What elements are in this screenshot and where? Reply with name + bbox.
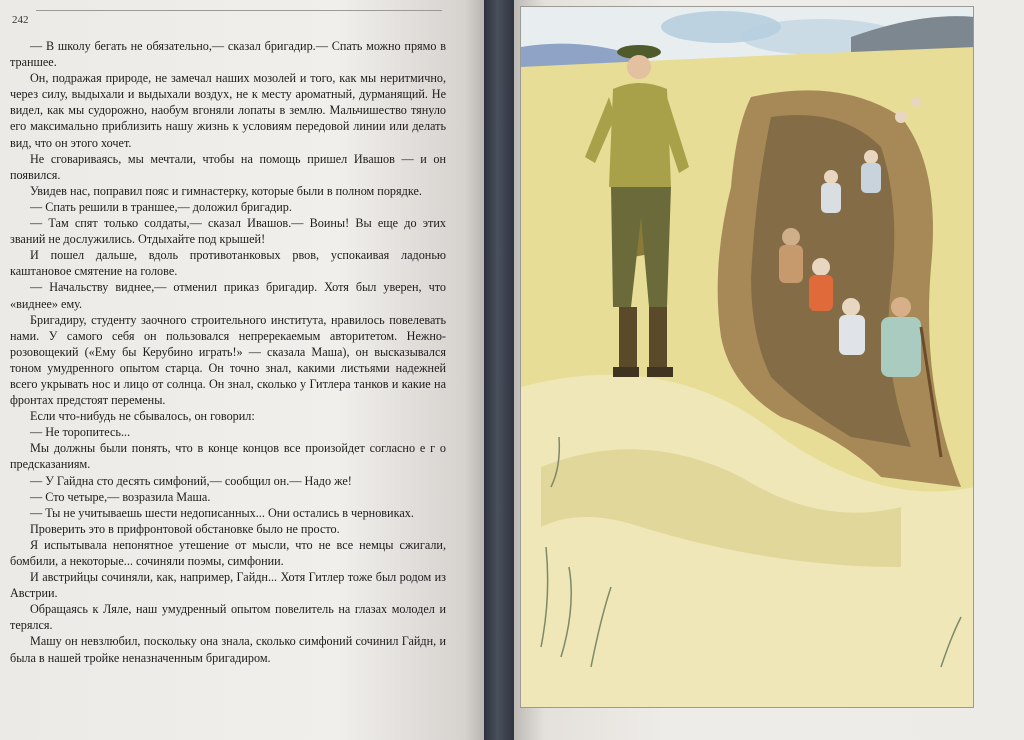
illustration-artwork <box>521 7 974 708</box>
paragraph: — Ты не учитываешь шести недописанных... Они остались в черновиках. <box>30 505 414 520</box>
paragraph: Он, подражая природе, не замечал наших мозолей и того, как мы неритмично, через силу, выдыхали и выдыхали воздух, не к месту ароматный, дурманящий. Не видел, как мы судорожно, наобум вгоняли лопаты в землю. Мальчишество тянуло его максимально приблизить нашу жизнь к условиям передовой линии или делать вид, что он этого хочет. <box>10 71 446 150</box>
paragraph: И австрийцы сочиняли, как, например, Гайдн... Хотя Гитлер тоже был родом из Австрии. <box>10 570 446 601</box>
paragraph: И пошел дальше, вдоль противотанковых рвов, успокаивая ладонью каштановое смятение на голове. <box>10 248 446 279</box>
paragraph: Бригадиру, студенту заочного строительного института, нравилось повелевать нами. У самого себя он пользовался непререкаемым авторитетом. Нежно-розовощекий («Ему бы Керубино играть!» — сказала Маша), он высказывался тоном умудренного опытом старца. Он точно знал, какими листьями надежней всего укрывать нос и лицо от солнца. Он знал, сколько у Гитлера танков и какие на фронтах предстоят перемены. <box>10 312 446 408</box>
paragraph: — Сто четыре,— возразила Маша. <box>30 489 211 504</box>
header-rule <box>36 10 442 11</box>
paragraph: Если что-нибудь не сбывалось, он говорил: <box>30 409 255 424</box>
left-page <box>0 0 484 740</box>
book-gutter <box>484 0 514 740</box>
paragraph: Проверить это в прифронтовой обстановке было не просто. <box>30 521 340 536</box>
text-block <box>10 38 446 666</box>
paragraph: Не сговариваясь, мы мечтали, чтобы на помощь пришел Ивашов — и он появился. <box>10 151 446 182</box>
paragraph: Машу он невзлюбил, поскольку она знала, сколько симфоний сочинил Гайдн, и была в нашей тройке неназначенным бригадиром. <box>10 634 446 665</box>
paragraph: — В школу бегать не обязательно,— сказал бригадир.— Спать можно прямо в траншее. <box>10 39 446 70</box>
paragraph: Увидев нас, поправил пояс и гимнастерку, которые были в полном порядке. <box>30 183 422 198</box>
paragraph: Обращаясь к Ляле, наш умудренный опытом повелитель на глазах молодел и терялся. <box>10 602 446 633</box>
paragraph: — У Гайдна сто десять симфоний,— сообщил он.— Надо же! <box>30 473 352 488</box>
paragraph: — Начальству виднее,— отменил приказ бригадир. Хотя был уверен, что «виднее» ему. <box>10 280 446 311</box>
paragraph: — Спать решили в траншее,— доложил бригадир. <box>30 199 292 214</box>
paragraph: — Там спят только солдаты,— сказал Ивашов.— Воины! Вы еще до этих званий не дослужились. Отдыхайте под крышей! <box>10 216 446 247</box>
paragraph: Мы должны были понять, что в конце концов все произойдет согласно е г о предсказаниям. <box>10 441 446 472</box>
page-number: 242 <box>12 14 29 26</box>
paragraph: — Не торопитесь... <box>30 425 131 440</box>
paragraph: Я испытывала непонятное утешение от мысли, что не все немцы сжигали, бомбили, а некоторые... сочиняли поэмы, симфонии. <box>10 537 446 568</box>
trench-illustration <box>520 6 974 708</box>
